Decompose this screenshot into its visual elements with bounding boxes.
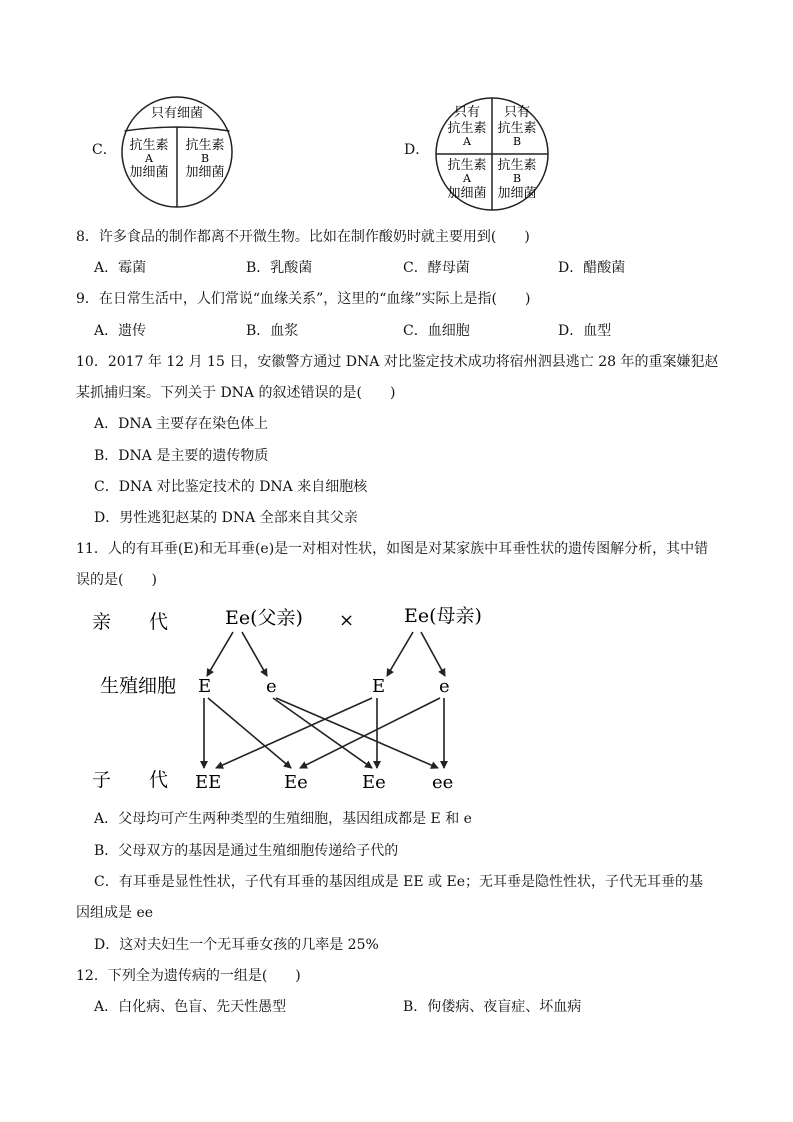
figure-d-circle-diagram <box>432 94 552 214</box>
option-d-label: D． <box>404 142 430 158</box>
figure-d-tr-line1: 只有 <box>503 105 531 120</box>
figure-d-br-line2: B <box>512 172 522 185</box>
q10-option-b[interactable]: B．DNA 是主要的遗传物质 <box>94 448 269 464</box>
question-8-stem: 8．许多食品的制作都离不开微生物。比如在制作酸奶时就主要用到( ) <box>76 229 530 245</box>
q9-option-d[interactable]: D．血型 <box>558 323 612 339</box>
figure-c-right-line3: 加细菌 <box>185 165 225 180</box>
q10-option-c[interactable]: C．DNA 对比鉴定技术的 DNA 来自细胞核 <box>94 479 368 495</box>
figure-c-circle-diagram <box>118 93 236 211</box>
question-9-stem: 9．在日常生活中，人们常说“血缘关系”，这里的“血缘”实际上是指( ) <box>76 291 531 307</box>
offspring-Ee-2: Ee <box>362 772 386 793</box>
figure-d-br-line3: 加细菌 <box>497 186 537 201</box>
q8-option-a[interactable]: A．霉菌 <box>94 260 147 276</box>
q11-option-b[interactable]: B．父母双方的基因是通过生殖细胞传递给子代的 <box>94 843 399 859</box>
question-11-stem-line2: 误的是( ) <box>76 572 157 588</box>
q11-option-c-line1[interactable]: C．有耳垂是显性性状，子代有耳垂的基因组成是 EE 或 Ee；无耳垂是隐性性状，子代无耳垂的基 <box>94 874 704 890</box>
figure-d-tr-line2: 抗生素 <box>497 121 537 136</box>
q8-option-d[interactable]: D．醋酸菌 <box>558 260 626 276</box>
gamete-father-E: E <box>198 676 212 697</box>
row-label-gamete: 生殖细胞 <box>100 675 177 697</box>
figure-c-left-line3: 加细菌 <box>129 165 169 180</box>
q8-option-b[interactable]: B．乳酸菌 <box>246 260 313 276</box>
row-label-child: 子 代 <box>92 769 169 791</box>
q9-option-c[interactable]: C．血细胞 <box>403 323 470 339</box>
question-11-stem-line1: 11．人的有耳垂(E)和无耳垂(e)是一对相对性状，如图是对某家族中耳垂性状的遗传图解分析，其中错 <box>76 541 709 557</box>
cross-symbol: × <box>339 610 355 631</box>
parent-to-gamete-arrows <box>207 632 445 676</box>
q11-option-c-line2[interactable]: 因组成是 ee <box>76 905 154 921</box>
q8-option-c[interactable]: C．酵母菌 <box>403 260 470 276</box>
figure-d-br-line1: 抗生素 <box>497 158 537 173</box>
mother-genotype: Ee(母亲) <box>404 605 482 627</box>
question-10-stem-line1: 10．2017 年 12 月 15 日，安徽警方通过 DNA 对比鉴定技术成功将宿州泗县逃亡 28 年的重案嫌犯赵 <box>76 354 719 370</box>
figure-d-tl-line3: A <box>463 135 471 148</box>
figure-c-right-line1: 抗生素 <box>185 138 225 153</box>
figure-c-right-line2: B <box>200 152 210 165</box>
q11-option-a[interactable]: A．父母均可产生两种类型的生殖细胞，基因组成都是 E 和 e <box>94 811 472 827</box>
figure-d-bl-line1: 抗生素 <box>447 158 487 173</box>
q10-option-a[interactable]: A．DNA 主要存在染色体上 <box>94 416 269 432</box>
figure-d-bl-line3: 加细菌 <box>447 186 487 201</box>
figure-d-tl-line1: 只有 <box>453 105 481 120</box>
q10-option-d[interactable]: D．男性逃犯赵某的 DNA 全部来自其父亲 <box>94 510 358 526</box>
figure-d-bl-line2: A <box>463 172 471 185</box>
offspring-Ee-1: Ee <box>284 772 308 793</box>
inheritance-diagram <box>90 600 490 800</box>
offspring-ee: ee <box>432 772 454 793</box>
figure-c-top-text: 只有细菌 <box>150 106 204 121</box>
q11-option-d[interactable]: D．这对夫妇生一个无耳垂女孩的几率是 25% <box>94 937 379 953</box>
gamete-mother-E: E <box>372 676 386 697</box>
q9-option-b[interactable]: B．血浆 <box>246 323 299 339</box>
question-10-stem-line2: 某抓捕归案。下列关于 DNA 的叙述错误的是( ) <box>76 385 396 401</box>
gamete-mother-e: e <box>439 676 450 697</box>
option-c-label: C． <box>92 142 117 158</box>
figure-d-tr-line3: B <box>512 135 522 148</box>
figure-c-left-line1: 抗生素 <box>129 138 169 153</box>
figure-c-left-line2: A <box>145 152 153 165</box>
figure-d-tl-line2: 抗生素 <box>447 121 487 136</box>
row-label-parent: 亲 代 <box>92 611 169 633</box>
question-12-stem: 12．下列全为遗传病的一组是( ) <box>76 968 301 984</box>
gamete-to-offspring-arrows <box>204 698 444 768</box>
q9-option-a[interactable]: A．遗传 <box>94 323 147 339</box>
q12-option-a[interactable]: A．白化病、色盲、先天性愚型 <box>94 999 287 1015</box>
father-genotype: Ee(父亲) <box>225 607 303 629</box>
q12-option-b[interactable]: B．佝偻病、夜盲症、坏血病 <box>403 999 582 1015</box>
offspring-EE: EE <box>195 772 222 793</box>
gamete-father-e: e <box>266 676 277 697</box>
